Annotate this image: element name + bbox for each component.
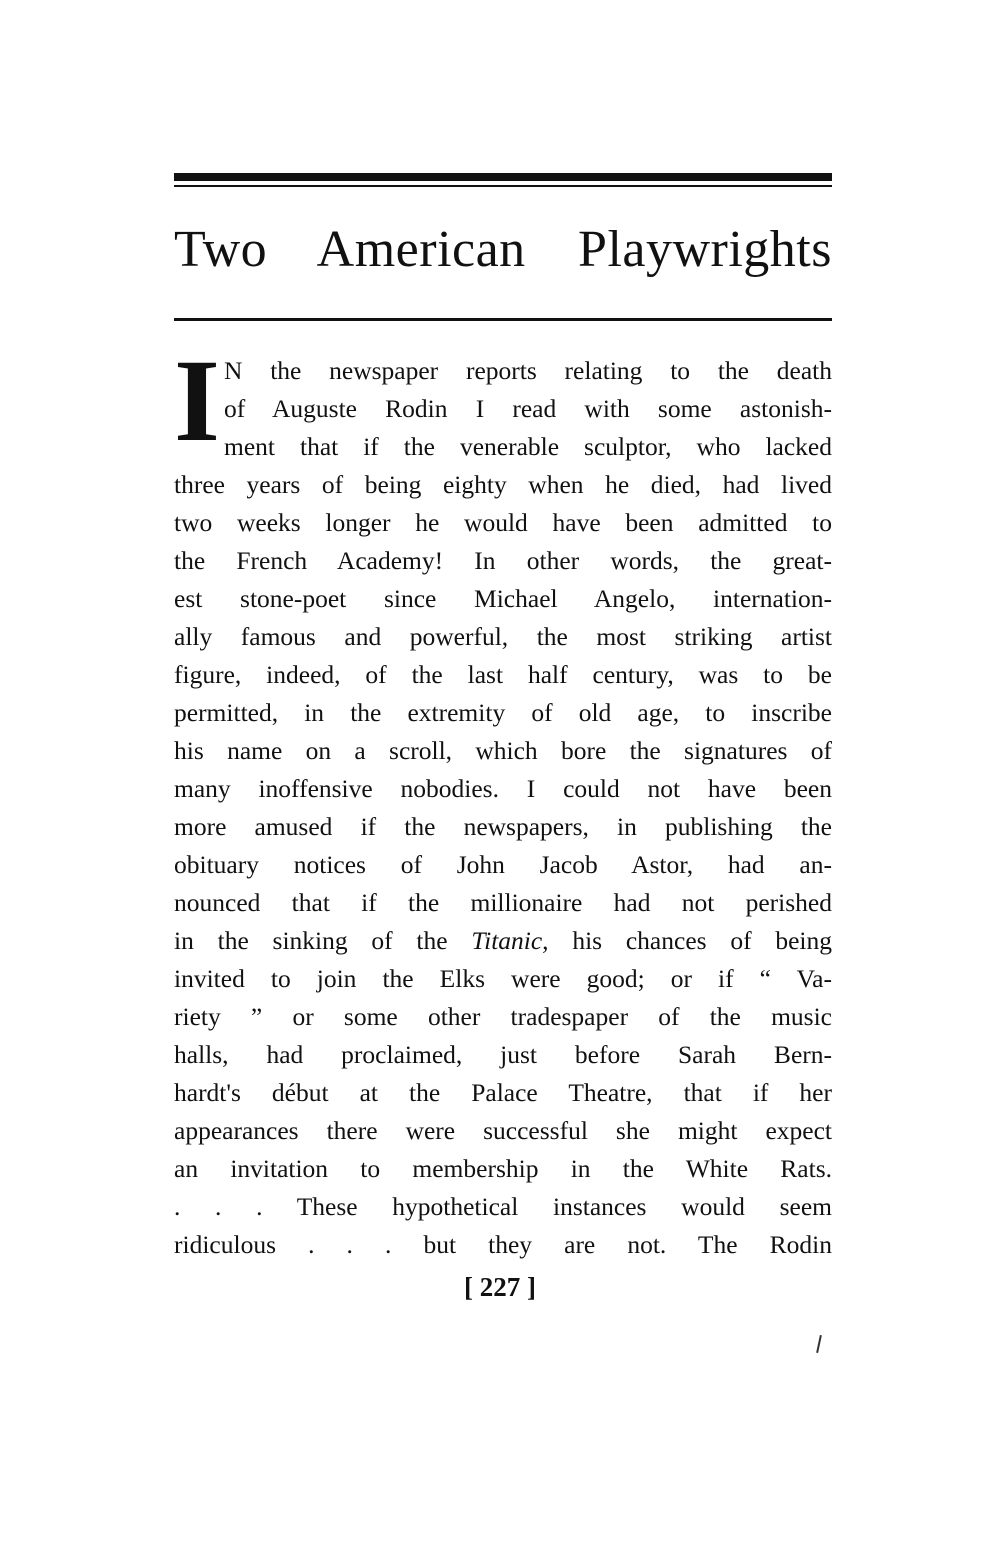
text-line: hardt's début at the Palace Theatre, that if her [174,1078,832,1107]
text-line-end: his chances of being [548,926,832,955]
text-line: permitted, in the extremity of old age, to inscribe [174,698,832,727]
text-line: an invitation to membership in the White Rats. [174,1154,832,1183]
text-line: the French Academy! In other words, the great- [174,546,832,575]
text-line: ally famous and powerful, the most striking artist [174,622,832,651]
italic-ship-name: Titanic, [471,926,549,955]
text-line: three years of being eighty when he died, had lived [174,470,832,499]
chapter-title: Two American Playwrights [174,221,832,278]
text-line: ment that if the venerable sculptor, who lacked [224,432,832,461]
text-line: two weeks longer he would have been admitted to [174,508,832,537]
text-line: many inoffensive nobodies. I could not have been [174,774,832,803]
text-line-start: in the sinking of the [174,926,472,955]
text-line: more amused if the newspapers, in publishing the [174,812,832,841]
text-line: figure, indeed, of the last half century, was to be [174,660,832,689]
scan-mark [816,1335,822,1353]
text-line: N the newspaper reports relating to the death [224,356,832,385]
top-rule-thin [174,185,832,187]
text-line: appearances there were successful she might expect [174,1116,832,1145]
text-line: riety ” or some other tradespaper of the music [174,1002,832,1031]
drop-cap: I [174,335,220,466]
text-line: est stone-poet since Michael Angelo, internation- [174,584,832,613]
text-line: halls, had proclaimed, just before Sarah Bern- [174,1040,832,1069]
body-text [174,335,832,1264]
text-line: nounced that if the millionaire had not perished [174,888,832,917]
top-rule-thick [174,173,832,181]
text-line: his name on a scroll, which bore the signatures of [174,736,832,765]
title-rule [174,318,832,321]
text-line: invited to join the Elks were good; or if “ Va- [174,964,832,993]
text-line: ridiculous . . . but they are not. The Rodin [174,1230,832,1259]
text-line: . . . These hypothetical instances would seem [174,1192,832,1221]
page-number: [ 227 ] [464,1272,536,1302]
text-line [174,922,832,960]
text-line: obituary notices of John Jacob Astor, had an- [174,850,832,879]
text-line: of Auguste Rodin I read with some astonish- [224,394,832,423]
